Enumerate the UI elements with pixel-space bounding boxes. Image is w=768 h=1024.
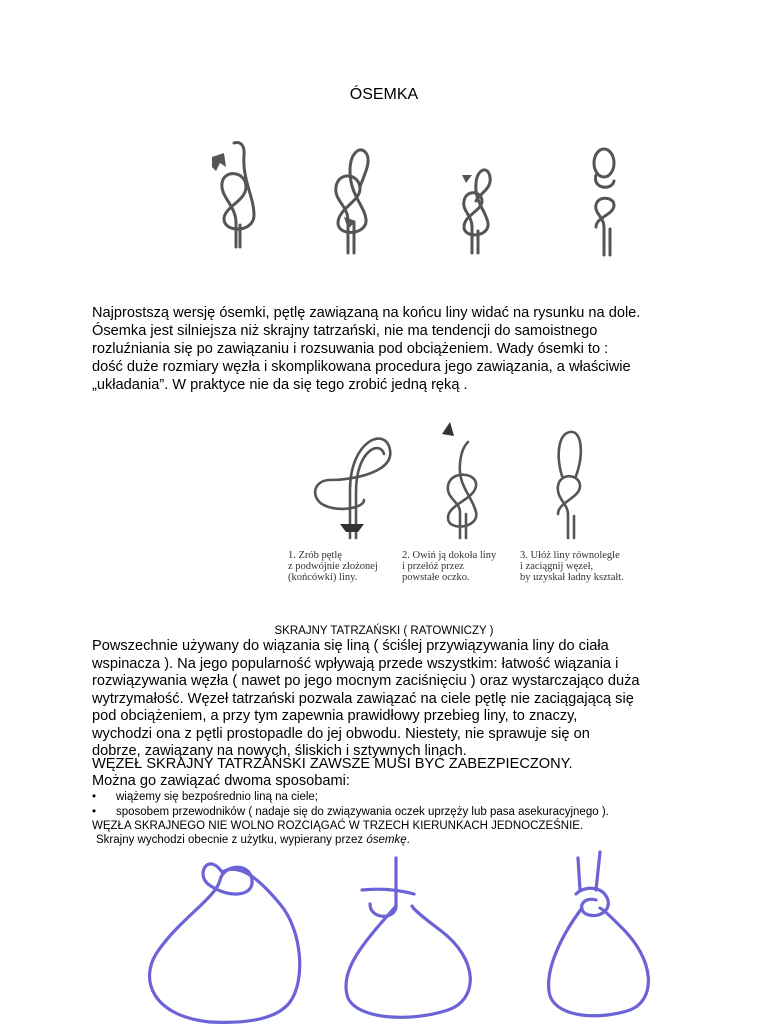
section-line: rozwiązywania węzła ( nawet po jego mocnym zaciśnięciu ) oraz wystarczająco duża xyxy=(92,673,640,689)
caption-step2 xyxy=(402,550,496,583)
section-line: wytrzymałość. Węzeł tatrzański pozwala zawiązać na ciele pętlę nie zaciągającą się xyxy=(92,690,634,707)
rule-text: WĘZŁA SKRAJNEGO NIE WOLNO ROZCIĄGAĆ W TRZECH KIERUNKACH JEDNOCZEŚNIE. xyxy=(92,820,584,832)
section-paragraph xyxy=(92,638,712,761)
caption-step3 xyxy=(520,550,624,583)
bullet-dot-icon: • xyxy=(92,806,97,818)
section-line: pod obciążeniem, a przy tym zapewnia prawidłowy przebieg liny, to znaczy, xyxy=(92,708,578,724)
list-item-text: wiążemy się bezpośrednio liną na ciele; xyxy=(116,791,318,803)
section-line: dobrze, zawiązany na nowych, śliskich i sztywnych linach. xyxy=(92,743,467,759)
figure-eight-steps-illustration xyxy=(200,135,640,260)
caption-line: i przełóż przez xyxy=(402,561,464,572)
replaced-note-emphasis: ósemkę xyxy=(366,834,407,846)
intro-line: Ósemka jest silniejsza niż skrajny tatrzański, nie ma tendencji do samoistnego xyxy=(92,323,598,339)
caption-line: 3. Ułóż liny równolegle xyxy=(520,550,620,561)
caption-line: 2. Owiń ją dokoła liny xyxy=(402,550,497,561)
figure-captions xyxy=(278,548,648,598)
intro-line: Najprostszą wersję ósemki, pętlę zawiązaną na końcu liny widać na rysunku na dole. xyxy=(92,305,641,321)
methods-intro: Można go zawiązać dwoma sposobami: xyxy=(92,773,350,789)
caption-line: i zaciągnij węzeł, xyxy=(520,561,594,572)
page-title: ÓSEMKA xyxy=(349,86,419,103)
warning-text: WĘZEŁ SKRAJNY TATRZAŃSKI ZAWSZE MUSI BYĆ ZABEZPIECZONY. xyxy=(92,756,573,772)
replaced-note-text: Skrajny wychodzi obecnie z użytku, wypierany przez xyxy=(96,834,367,846)
caption-line: powstałe oczko. xyxy=(402,572,470,583)
section-line: wychodzi ona z pętli prostopadle do jej obwodu. Niestety, nie sprawuje się on xyxy=(92,725,590,742)
caption-step1 xyxy=(288,550,378,583)
section-title: SKRAJNY TATRZAŃSKI ( RATOWNICZY ) xyxy=(274,625,494,637)
intro-line: dość duże rozmiary węzła i skomplikowana procedura jego zawiązania, a właściwie xyxy=(92,359,631,375)
bullet-dot-icon: • xyxy=(92,791,97,803)
caption-line: by uzyskał ładny kształt. xyxy=(520,572,624,583)
section-line: wspinacza ). Na jego popularność wpływają przede wszystkim: łatwość wiązania i xyxy=(92,655,619,672)
loop-steps-illustration xyxy=(290,420,630,545)
replaced-note xyxy=(96,834,410,846)
intro-line: „układania”. W praktyce nie da się tego zrobić jedną ręką . xyxy=(92,377,468,393)
section-line: Powszechnie używany do wiązania się liną ( ściślej przywiązywania liny do ciała xyxy=(92,638,609,654)
caption-line: (końcówki) liny. xyxy=(288,572,358,583)
intro-line: rozluźniania się po zawiązaniu i rozsuwania pod obciążeniem. Wady ósemki to : xyxy=(92,341,609,357)
replaced-note-end: . xyxy=(406,834,410,846)
caption-line: z podwójnie złożonej xyxy=(288,561,378,572)
list-item xyxy=(92,806,609,818)
list-item xyxy=(92,791,318,803)
bowline-blue-illustration xyxy=(130,850,690,1024)
list-item-text: sposobem przewodników ( nadaje się do związywania oczek uprzęży lub pasa asekuracyjnego ). xyxy=(116,806,609,818)
caption-line: 1. Zrób pętlę xyxy=(288,550,342,561)
intro-paragraph xyxy=(92,304,692,394)
